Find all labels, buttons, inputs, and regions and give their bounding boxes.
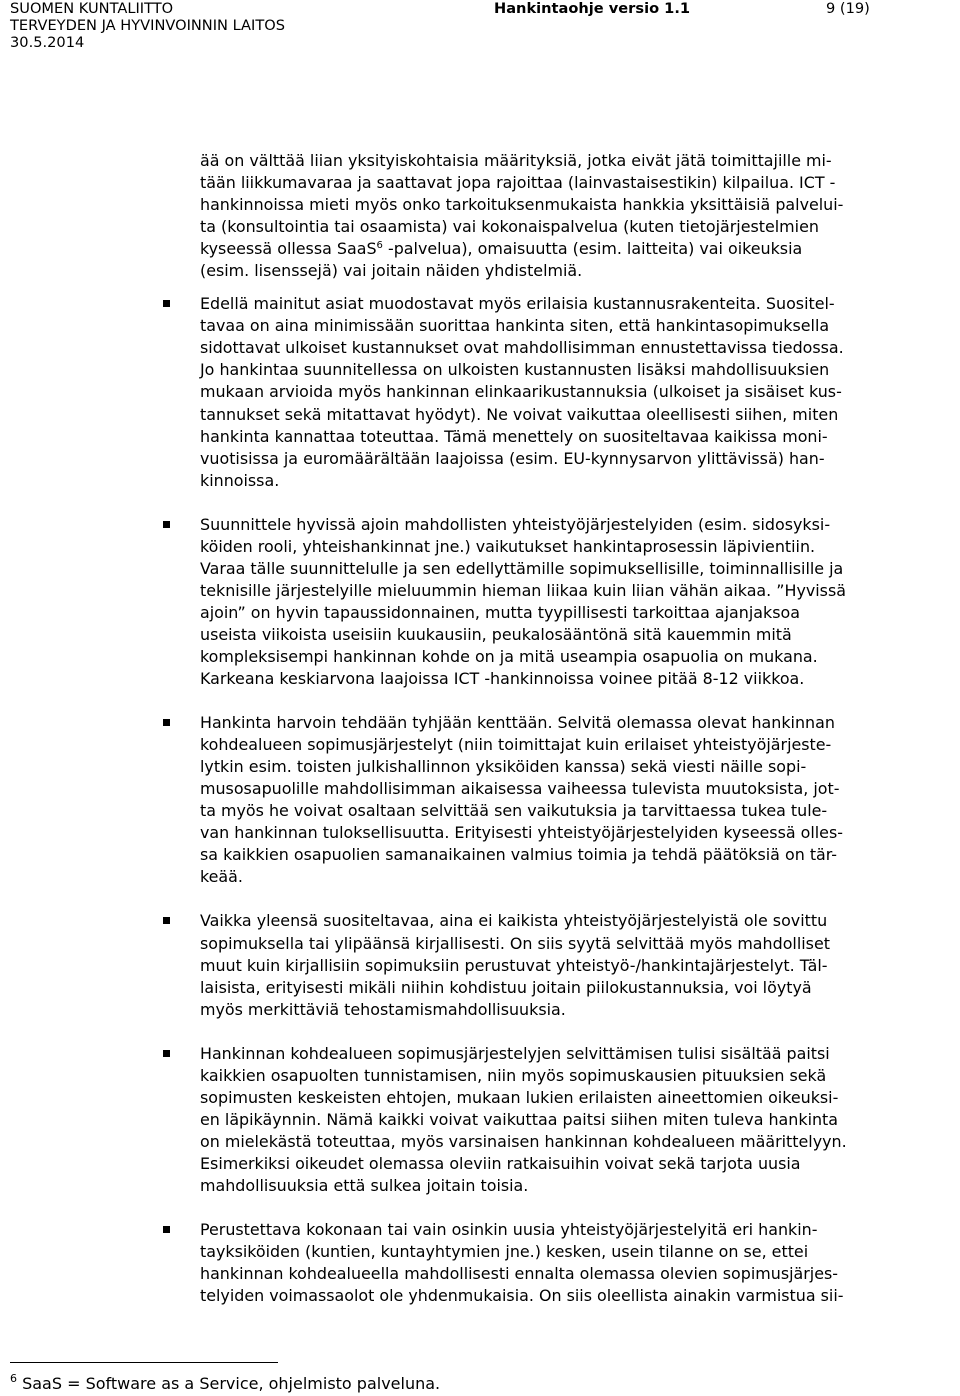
text-line: ää on välttää liian yksityiskohtaisia määrityksiä, jotka eivät jätä toimittajille mi-: [200, 151, 832, 170]
text-line: Edellä mainitut asiat muodostavat myös erilaisia kustannusrakenteita. Suositel-: [200, 294, 835, 314]
text-line: (esim. lisenssejä) vai joitain näiden yhdistelmiä.: [200, 261, 583, 281]
bullet-square-icon: [163, 917, 170, 924]
intro-paragraph: [200, 150, 950, 282]
text-line: tavaa on aina minimissään suorittaa hankinta siten, että hankintasopimuksella: [200, 316, 830, 336]
bullet-item-informal-arrangements: [200, 910, 950, 1020]
bullet-square-icon: [163, 1226, 170, 1233]
bullet-item-cost-structures: [200, 293, 950, 491]
document-title: Hankintaohje versio 1.1: [494, 0, 691, 17]
bullet-item-existing-agreements: [200, 712, 950, 888]
text-line: sidottavat ulkoiset kustannukset ovat mahdollisimman ennustettavissa tiedossa.: [200, 338, 844, 358]
text-line: sopimusten keskeisten ehtojen, mukaan lukien erilaisten aineettomien oikeuksi-: [200, 1087, 839, 1107]
text-line: vuotisissa ja euromäärältään laajoissa (esim. EU-kynnysarvon ylittävissä) han-: [200, 448, 825, 468]
footnote: [10, 1374, 440, 1394]
bullet-item-cooperation-planning: [200, 514, 950, 690]
organization-name: SUOMEN KUNTALIITTO: [10, 0, 174, 17]
bullet-item-agreement-review: [200, 1043, 950, 1197]
text-line: laisista, erityisesti mikäli niihin kohdistuu joitain piilokustannuksia, voi löytyä: [200, 977, 812, 997]
bullet-square-icon: [163, 521, 170, 528]
text-line: muut kuin kirjallisiin sopimuksiin perustuvat yhteistyö-/hankintajärjestelyt. Täl-: [200, 955, 828, 975]
institute-name: TERVEYDEN JA HYVINVOINNIN LAITOS: [10, 17, 286, 34]
text-line: Varaa tälle suunnittelulle ja sen edellyttämille sopimuksellisille, toiminnallisille ja: [200, 558, 844, 578]
text-line: Perustettava kokonaan tai vain osinkin uusia yhteistyöjärjestelyitä eri hankin-: [200, 1220, 818, 1240]
text-line: hankinta kannattaa toteuttaa. Tämä menettely on suositeltavaa kaikissa moni-: [200, 426, 828, 446]
text-line: lytkin esim. toisten julkishallinnon yksiköiden kanssa) sekä viesti näille sopi-: [200, 757, 807, 777]
text-line: Jo hankintaa suunnitellessa on ulkoisten kustannusten lisäksi mahdollisuuksien: [200, 360, 830, 380]
text-line: [200, 238, 950, 260]
text-line: kompleksisempi hankinnan kohde on ja mitä useampia osapuolia on mukana.: [200, 646, 818, 666]
text-line: hankinnan kohdealueella mahdollisesti ennalta olemassa olevien sopimusjärjes-: [200, 1264, 838, 1284]
footnote-separator: [10, 1362, 278, 1363]
text-line: teknisille järjestelyille mieluummin hieman liikaa kuin liian vähän aikaa. ”Hyvissä: [200, 580, 846, 600]
text-line: mukaan arvioida myös hankinnan elinkaarikustannuksia (ulkoiset ja sisäiset kus-: [200, 382, 842, 402]
text-line: useista viikoista useisiin kuukausiin, peukalosääntönä sitä kauemmin mitä: [200, 624, 792, 644]
text-line: sa kaikkien osapuolien samanaikainen valmius toimia ja tehdä päätöksiä on tär-: [200, 845, 838, 865]
text-line: van hankinnan tuloksellisuutta. Erityisesti yhteistyöjärjestelyiden kyseessä olles-: [200, 823, 843, 843]
text-line: kohdealueen sopimusjärjestelyt (niin toimittajat kuin erilaiset yhteistyöjärjeste-: [200, 735, 832, 755]
page-number: 9 (19): [826, 0, 870, 17]
text-line: musosapuolille mahdollisimman aikaisessa vaiheessa tulevista muutoksista, jot-: [200, 779, 840, 799]
text-segment: kyseessä ollessa SaaS: [200, 239, 377, 259]
text-line: ta (konsultointia tai osaamista) vai kokonaispalvelua (kuten tietojärjestelmien: [200, 217, 819, 237]
text-line: Esimerkiksi oikeudet olemassa oleviin ratkaisuihin voivat sekä tarjota uusia: [200, 1153, 801, 1173]
footnote-number: 6: [10, 1372, 17, 1385]
text-segment: -palvelua), omaisuutta (esim. laitteita) vai oikeuksia: [382, 239, 803, 259]
text-line: Suunnittele hyvissä ajoin mahdollisten yhteistyöjärjestelyiden (esim. sidosyksi-: [200, 514, 831, 534]
text-line: Hankinnan kohdealueen sopimusjärjestelyjen selvittämisen tulisi sisältää paitsi: [200, 1043, 830, 1063]
text-line: mahdollisuuksia että sulkea joitain toisia.: [200, 1175, 529, 1195]
text-line: telyiden voimassaolot ole yhdenmukaisia. On siis oleellista ainakin varmistua sii-: [200, 1286, 844, 1306]
text-line: hankinnoissa mieti myös onko tarkoituksenmukaista hankkia yksittäisiä palvelui-: [200, 195, 844, 215]
text-line: kaikkien osapuolten tunnistamisen, niin myös sopimuskausien pituuksien sekä: [200, 1065, 827, 1085]
text-line: ajoin” on hyvin tapaussidonnainen, mutta tyypillisesti tarkoittaa ajanjaksoa: [200, 602, 800, 622]
text-line: Vaikka yleensä suositeltavaa, aina ei kaikista yhteistyöjärjestelyistä ole sovittu: [200, 911, 828, 931]
bullet-item-new-cooperation: [200, 1219, 950, 1307]
footnote-reference: 6: [376, 240, 383, 252]
text-line: myös merkittäviä tehostamismahdollisuuksia.: [200, 999, 566, 1019]
text-line: sopimuksella tai ylipäänsä kirjallisesti. On siis syytä selvittää myös mahdolliset: [200, 933, 830, 953]
text-line: keää.: [200, 867, 243, 887]
bullet-square-icon: [163, 300, 170, 307]
text-line: en läpikäynnin. Nämä kaikki voivat vaikuttaa paitsi siihen miten tuleva hankinta: [200, 1109, 839, 1129]
text-line: ta myös he voivat osaltaan selvittää sen vaikutuksia ja tarvittaessa tukea tule-: [200, 801, 828, 821]
footnote-text: SaaS = Software as a Service, ohjelmisto palveluna.: [17, 1374, 441, 1393]
text-line: köiden rooli, yhteishankinnat jne.) vaikutukset hankintaprosessin läpivientiin.: [200, 536, 816, 556]
text-line: Hankinta harvoin tehdään tyhjään kenttään. Selvitä olemassa olevat hankinnan: [200, 713, 835, 733]
text-line: Karkeana keskiarvona laajoissa ICT -hankinnoissa voinee pitää 8-12 viikkoa.: [200, 669, 805, 689]
document-body: [200, 150, 950, 1307]
text-line: tayksiköiden (kuntien, kuntayhtymien jne.) kesken, usein tilanne on se, ettei: [200, 1242, 809, 1262]
bullet-square-icon: [163, 719, 170, 726]
text-line: on mielekästä toteuttaa, myös varsinaisen hankinnan kohdealueen määrittelyyn.: [200, 1131, 847, 1151]
text-line: kinnoissa.: [200, 470, 280, 490]
text-line: tannukset sekä mitattavat hyödyt). Ne voivat vaikuttaa oleellisesti siihen, miten: [200, 404, 839, 424]
bullet-square-icon: [163, 1050, 170, 1057]
document-date: 30.5.2014: [10, 34, 85, 51]
text-line: tään liikkumavaraa ja saattavat jopa rajoittaa (lainvastaisestikin) kilpailua. ICT -: [200, 173, 836, 193]
